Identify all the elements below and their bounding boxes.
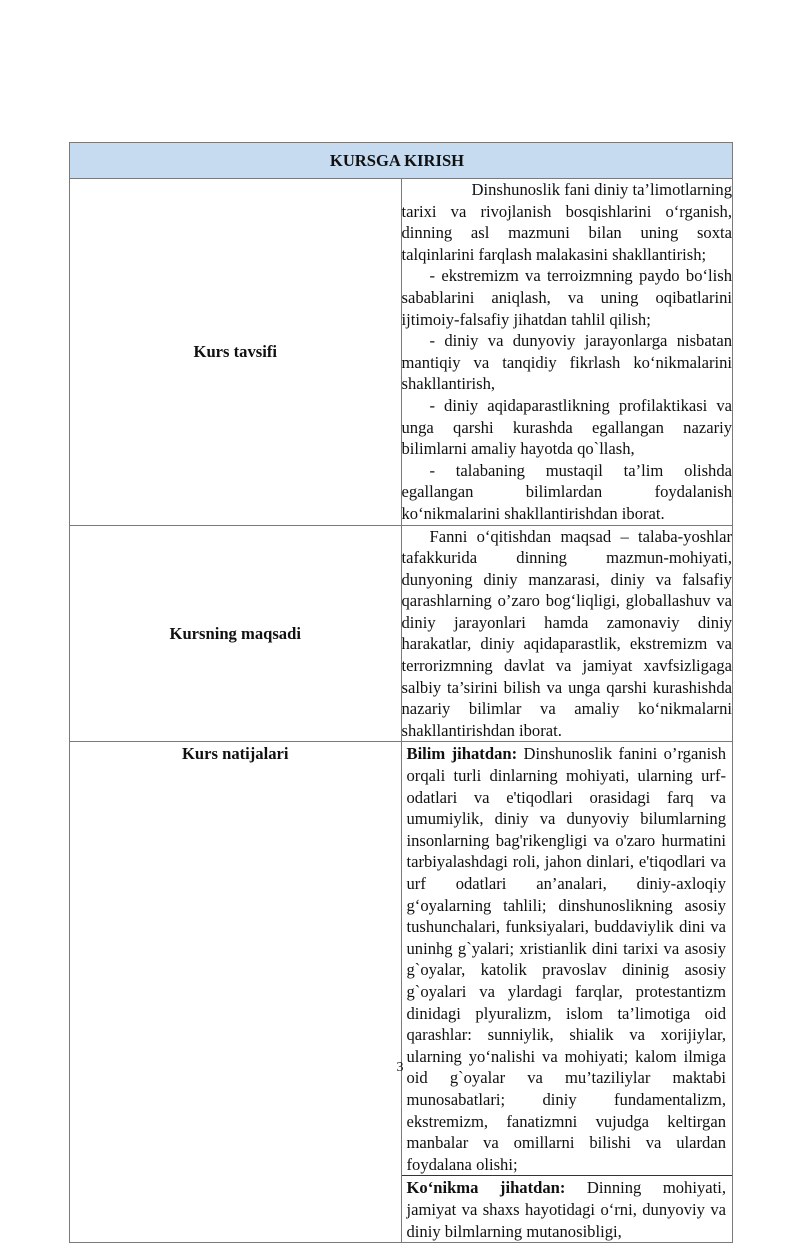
paragraph: - diniy aqidaparastlikning profilaktikasi va unga qarshi kurashda egallangan nazariy bilimlarni amaliy hayotda qo`llash, bbox=[401, 395, 732, 459]
row-content bbox=[401, 179, 733, 526]
knowledge-block bbox=[402, 742, 733, 1175]
row-label: Kursning maqsadi bbox=[70, 525, 402, 742]
paragraph: - diniy va dunyoviy jarayonlarga nisbatan mantiqiy va tanqidiy fikrlash ko‘nikmalarini shakllantirish, bbox=[401, 331, 732, 394]
table-row bbox=[70, 525, 733, 742]
table-header bbox=[70, 143, 733, 179]
row-label: Kurs natijalari bbox=[70, 742, 402, 1243]
paragraph: Fanni o‘qitishdan maqsad – talaba-yoshlar tafakkurida dinning mazmun-mohiyati, dunyoning diniy manzarasi, diniy va falsafiy qarashlarning o’zaro bog‘liqligi, globallashuv va diniy jarayonlari hamda zamonaviy diniy harakatlar, diniy aqidaparastlik, ekstremizm va terrorizmning davlat va jamiyat xavfsizligaga salbiy ta’sirini bilish va unga qarshi kurashishda nazariy bilimlar va amaliy ko‘nikmalarni shakllantirishdan iborat. bbox=[401, 526, 732, 740]
table-row bbox=[70, 179, 733, 526]
skill-block bbox=[402, 1175, 733, 1242]
block-heading: Bilim jihatdan: bbox=[406, 744, 518, 764]
course-intro-table bbox=[69, 142, 733, 1243]
row-content bbox=[401, 525, 733, 742]
page-number: 3 bbox=[396, 1060, 404, 1075]
row-label: Kurs tavsifi bbox=[70, 179, 402, 526]
row-content bbox=[401, 742, 733, 1243]
table-header-title: KURSGA KIRISH bbox=[329, 150, 465, 170]
block-text: Dinshunoslik fanini o’rganish orqali turli dinlarning mohiyati, ularning urf-odatlari va e'tiqodlari orasidagi farq va umumiylik, diniy va dunyoviy bilumlarning insonlarning bag'rikengligi va o'zaro hurmatini tarbiyalashdagi roli, jahon dinlari, e'tiqodlari va urf odatlari an’analari, diniy-axloqiy g‘oyalarning tahlili; dinshunoslikning asosiy tushunchalari, funksiyalari, buddaviylik dini va uninhg g`yalari; xristianlik dini tarixi va asosiy g`oyalar, katolik pravoslav dininig asosiy g`oyalari va ylardagi farqlar, protestantizm dinidagi plyuralizm, islom ta’limotiga oid qarashlar: sunniylik, shialik va xorijiylar, ularning yo‘nalishi va mohiyati; kalom ilmiga oid g`oyalar va mu’taziliylar maktabi munosabatlari; diniy fundamentalizm, ekstremizm, fanatizmni vujudga keltirgan manbalar va omillarni bilishi va ulardan foydalana olishi; bbox=[406, 744, 726, 1174]
block-heading: Ko‘nikma jihatdan: bbox=[406, 1178, 566, 1198]
paragraph: Dinshunoslik fani diniy ta’limotlarning tarixi va rivojlanish bosqishlarini o‘rganish, dinning asl mazmuni bilan uning soxta talqinlarini farqlash malakasini shakllantirish; bbox=[401, 180, 732, 264]
table-row bbox=[70, 742, 733, 1243]
paragraph: - ekstremizm va terroizmning paydo bo‘lish sabablarini aniqlash, va uning oqibatlarini ijtimoiy-falsafiy jihatdan tahlil qilish; bbox=[401, 266, 732, 329]
paragraph: - talabaning mustaqil ta’lim olishda egallangan bilimlardan foydalanish ko‘nikmalarini shakllantirishdan iborat. bbox=[401, 460, 732, 523]
block-text: Dinning mohiyati, jamiyat va shaxs hayotidagi o‘rni, dunyoviy va diniy bilmlarning mutanosibligi, bbox=[406, 1178, 726, 1241]
